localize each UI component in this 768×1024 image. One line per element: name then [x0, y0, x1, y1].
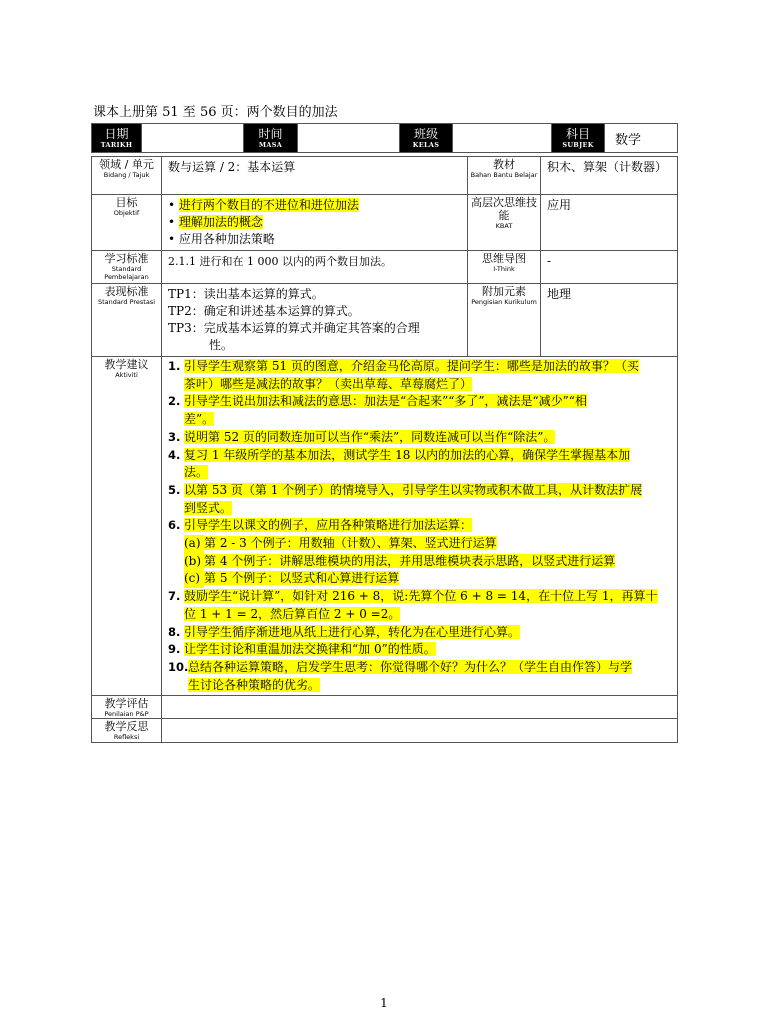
activity-subitem: (a) 第 2 - 3 个例子：用数轴（计数）、算架、竖式进行运算	[168, 535, 671, 553]
time-value[interactable]	[298, 124, 400, 153]
topic-label: 领域 / 单元 Bidang / Tajuk	[92, 157, 162, 195]
materials-label: 教材 Bahan Bantu Belajar	[468, 157, 541, 195]
activity-number: 10.	[168, 659, 189, 674]
tp3-text-cont: 性。	[209, 338, 234, 352]
evaluation-label: 教学评估 Penilaian P&P	[92, 696, 162, 719]
activity-number: 8.	[168, 624, 181, 639]
activity-number: 4.	[168, 447, 181, 462]
activity-number: 1.	[168, 359, 181, 373]
activity-item	[168, 393, 671, 428]
activity-item	[168, 447, 671, 482]
objective-label: 目标 Objektif	[92, 195, 162, 251]
cross-value: 地理	[541, 284, 678, 357]
objective-list	[162, 195, 468, 251]
objective-item: • 理解加法的概念	[168, 215, 263, 229]
ithink-value: -	[541, 251, 678, 284]
activity-text: 引导学生说出加法和减法的意思：加法是“合起来”“多了”，减法是“减少”“相 差”。	[184, 394, 587, 427]
activity-subitem: (c) 第 5 个例子：以竖式和心算进行运算	[168, 570, 671, 588]
standard-label: 学习标准 Standard Pembelajaran	[92, 251, 162, 284]
topic-value: 数与运算 / 2：基本运算	[162, 157, 468, 195]
activity-item	[168, 659, 671, 694]
lesson-plan-table	[91, 156, 678, 743]
reflection-value[interactable]	[162, 719, 678, 743]
activity-item	[168, 588, 671, 623]
activity-text: 引导学生以课文的例子，应用各种策略进行加法运算：	[184, 518, 473, 533]
activity-number: 5.	[168, 482, 181, 497]
objective-item: • 应用各种加法策略	[168, 232, 275, 246]
time-label: 时间 MASA	[244, 124, 298, 153]
activity-item	[168, 482, 671, 517]
activity-number: 6.	[168, 518, 181, 533]
header-table	[91, 123, 678, 153]
reflection-label: 教学反思 Refleksi	[92, 719, 162, 743]
objective-item: • 进行两个数目的不进位和进位加法	[168, 198, 359, 212]
performance-list	[162, 284, 468, 357]
activity-text: 引导学生循序渐进地从纸上进行心算，转化为在心里进行心算。	[184, 624, 521, 639]
activity-text: 引导学生观察第 51 页的图意，介绍金马伦高原。提问学生：哪些是加法的故事？（买 茶叶）哪些是减法的故事？（卖出草莓、草莓腐烂了）	[184, 359, 639, 391]
class-value[interactable]	[453, 124, 552, 153]
activity-item	[168, 429, 671, 447]
tp2-text: TP2：确定和讲述基本运算的算式。	[168, 304, 360, 318]
page-number: 1	[380, 996, 388, 1010]
page-title: 课本上册第 51 至 56 页：两个数目的加法	[93, 105, 338, 120]
activity-number: 7.	[168, 589, 181, 604]
activity-number: 3.	[168, 429, 181, 444]
date-value[interactable]	[142, 124, 244, 153]
activity-number: 2.	[168, 394, 181, 409]
activity-text: 总结各种运算策略，启发学生思考：你觉得哪个好？为什么？（学生自由作答）与学 生讨论各种策略的优劣。	[188, 659, 633, 692]
activity-subitem: (b) 第 4 个例子：讲解思维模块的用法，并用思维模块表示思路，以竖式进行运算	[168, 553, 671, 571]
activity-item	[168, 624, 671, 642]
activity-item	[168, 641, 671, 659]
activity-text: 让学生讨论和重温加法交换律和“加 0”的性质。	[184, 642, 436, 657]
date-label: 日期 TARIKH	[92, 124, 142, 153]
activity-text: 以第 53 页（第 1 个例子）的情境导入，引导学生以实物或积木做工具，从计数法扩展 到竖式。	[184, 482, 643, 515]
kbat-label: 高层次思维技能 KBAT	[468, 195, 541, 251]
evaluation-value[interactable]	[162, 696, 678, 719]
ithink-label: 思维导图 I-Think	[468, 251, 541, 284]
activity-list	[162, 357, 678, 696]
class-label: 班级 KELAS	[400, 124, 453, 153]
cross-label: 附加元素 Pengisian Kurikulum	[468, 284, 541, 357]
subject-value: 数学	[605, 124, 678, 153]
kbat-value: 应用	[541, 195, 678, 251]
standard-value: 2.1.1 进行和在 1 000 以内的两个数目加法。	[162, 251, 468, 284]
activity-item	[168, 517, 671, 535]
performance-label: 表现标准 Standard Prestasi	[92, 284, 162, 357]
subject-label: 科目 SUBJEK	[552, 124, 605, 153]
activity-item	[168, 358, 671, 393]
materials-value: 积木、算架（计数器）	[541, 157, 678, 195]
activity-text: 复习 1 年级所学的基本加法，测试学生 18 以内的加法的心算，确保学生掌握基本加 法。	[184, 447, 631, 480]
tp1-text: TP1：读出基本运算的算式。	[168, 287, 324, 301]
activity-number: 9.	[168, 642, 181, 657]
tp3-text: TP3：完成基本运算的算式并确定其答案的合理	[168, 321, 420, 335]
activity-text: 说明第 52 页的同数连加可以当作“乘法”，同数连减可以当作“除法”。	[184, 429, 556, 444]
activity-label: 教学建议 Aktiviti	[92, 357, 162, 696]
activity-text: 鼓励学生“说计算”，如针对 216 + 8，说:先算个位 6 + 8 = 14，在十位上写 1，再算十 位 1 + 1 = 2，然后算百位 2 + 0 =2。	[184, 589, 658, 621]
